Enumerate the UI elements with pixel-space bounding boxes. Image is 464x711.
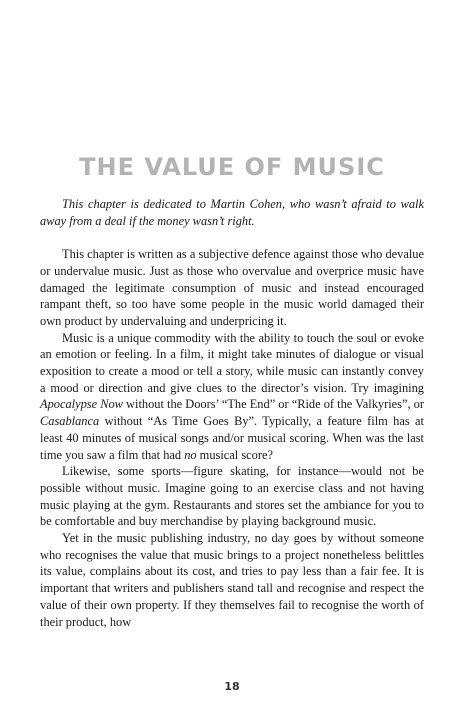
paragraph bbox=[40, 330, 424, 464]
paragraph: Likewise, some sports—figure skating, for instance—would not be possible without music. Imagine going to an exercise class and not having music playing at the gym. Restaurants and stores set the ambiance for you to be comfortable and buy merchandise by playing background music. bbox=[40, 464, 424, 529]
emphasis: no bbox=[184, 447, 197, 462]
text-run: Music is a unique commodity with the ability to touch the soul or evoke an emotion or feeling. In a film, it might take minutes of dialogue or visual exposition to create a mood or tell a story, while music can instantly convey a mood or direction and give clues to the director’s vision. Try imagining bbox=[40, 330, 424, 395]
page-number: 18 bbox=[224, 680, 240, 693]
paragraph: This chapter is written as a subjective defence against those who devalue or undervalue music. Just as those who overvalue and overprice music have damaged the legitimate consumption of music and instead encouraged rampant theft, so too have some people in the music world damaged their own product by undervaluing and underpricing it. bbox=[40, 247, 424, 328]
chapter-dedication: This chapter is dedicated to Martin Cohen, who wasn’t afraid to walk away from a deal if the money wasn’t right. bbox=[40, 197, 424, 228]
chapter-title: THE VALUE OF MUSIC bbox=[79, 153, 385, 181]
paragraph: Yet in the music publishing industry, no day goes by without someone who recognises the value that music brings to a project nonetheless belittles its value, complains about its cost, and tries to pay less than a fair fee. It is important that writers and publishers stand tall and recognise and respect the value of their own property. If they themselves fail to recognise the worth of their product, how bbox=[40, 531, 424, 629]
text-run: without the Doors’ “The End” or “Ride of the Valkyries”, or bbox=[122, 397, 425, 412]
body-text bbox=[40, 196, 424, 630]
text-run: without “As Time Goes By”. Typically, a feature film has at least 40 minutes of musical songs and/or musical scoring. When was the last time you saw a film that had bbox=[40, 414, 424, 462]
text-run: musical score? bbox=[196, 447, 273, 462]
film-title: Apocalypse Now bbox=[40, 397, 123, 412]
film-title: Casablanca bbox=[40, 414, 100, 429]
